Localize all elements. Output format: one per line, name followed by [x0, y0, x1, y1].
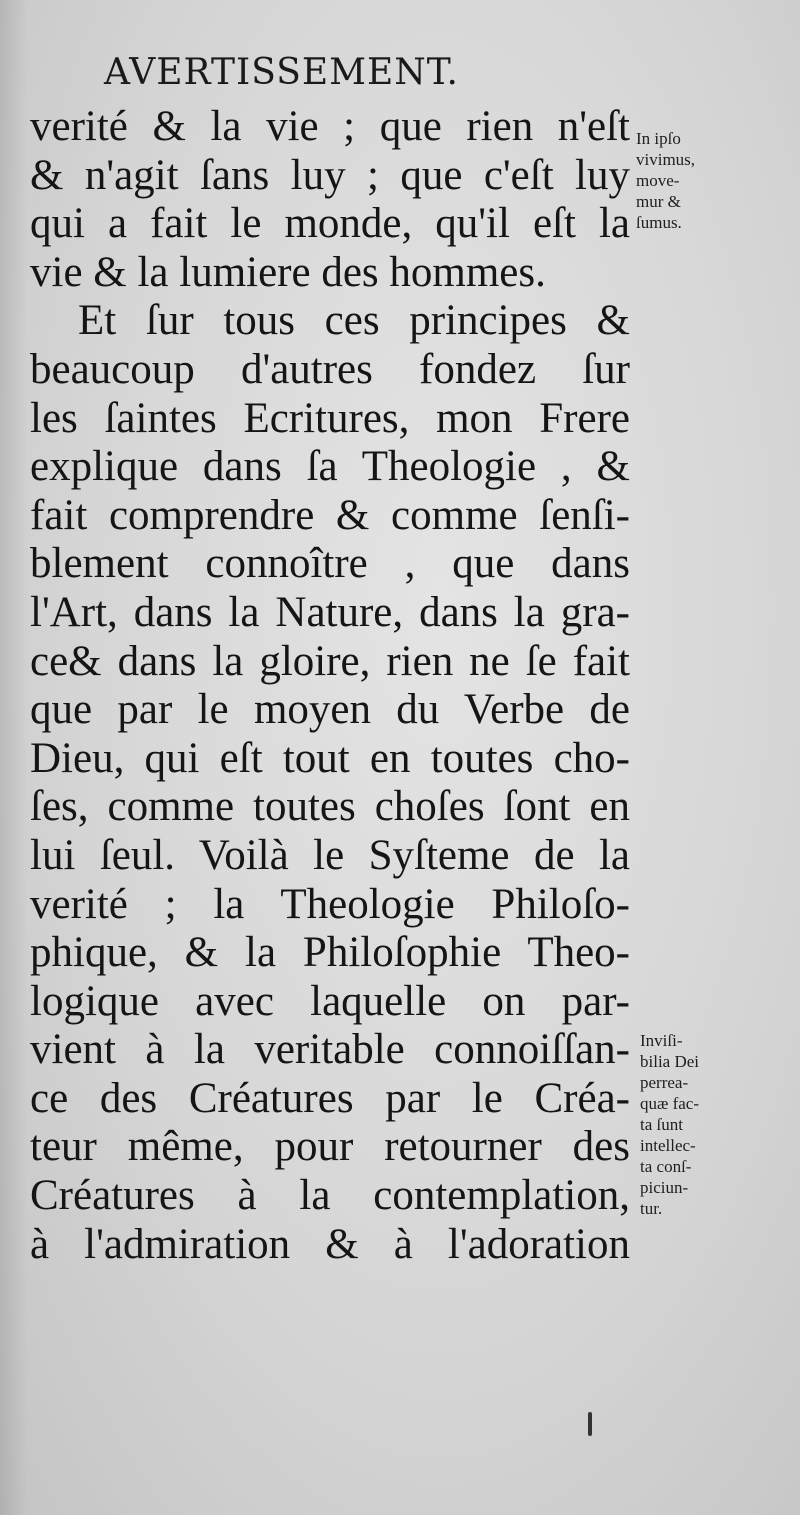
- ink-mark: [588, 1412, 592, 1436]
- text-line: vient à la veritable connoiſſan-: [30, 1026, 630, 1074]
- main-text-block: [30, 103, 630, 1269]
- text-line: & n'agit ſans luy ; que c'eſt luy: [30, 151, 630, 199]
- text-line: phique, & la Philoſophie Theo-: [30, 929, 630, 977]
- marginal-note-line: ſumus.: [636, 213, 682, 232]
- marginal-note-line: tur.: [640, 1199, 663, 1218]
- running-head: AVERTISSEMENT.: [104, 52, 459, 93]
- text-line: ce& dans la gloire, rien ne ſe fait: [30, 637, 630, 685]
- marginal-note-line: mur &: [636, 192, 681, 211]
- text-line: vie & la lumiere des hommes.: [30, 248, 546, 296]
- text-line: verité ; la Theologie Philoſo-: [30, 880, 630, 928]
- text-line: que par le moyen du Verbe de: [30, 686, 630, 734]
- marginal-note-line: intellec-: [640, 1136, 696, 1155]
- marginal-note-line: vivimus,: [636, 150, 696, 169]
- marginal-note-line: ta conſ-: [640, 1157, 692, 1176]
- text-line: blement connoître , que dans: [30, 540, 630, 588]
- text-line: teur même, pour retourner des: [30, 1123, 630, 1171]
- text-line: fait comprendre & comme ſenſi-: [30, 491, 630, 539]
- marginal-note-line: bilia Dei: [640, 1052, 700, 1071]
- text-line: explique dans ſa Theologie , &: [30, 443, 630, 491]
- text-line: beaucoup d'autres fondez ſur: [30, 345, 630, 393]
- text-line: verité & la vie ; que rien n'eſt: [30, 103, 630, 150]
- text-line: les ſaintes Ecritures, mon Frere: [30, 394, 630, 442]
- marginal-note-line: ta ſunt: [640, 1115, 683, 1134]
- text-line: ſes, comme toutes choſes ſont en: [30, 783, 630, 831]
- marginal-note-line: perrea-: [640, 1073, 689, 1092]
- marginal-note-line: move-: [636, 171, 680, 190]
- text-line: logique avec laquelle on par-: [30, 977, 630, 1025]
- marginal-note-line: quæ fac-: [640, 1094, 700, 1113]
- text-line: l'Art, dans la Nature, dans la gra-: [30, 588, 630, 636]
- text-line: ce des Créatures par le Créa-: [30, 1074, 630, 1122]
- text-line: à l'admiration & à l'adoration: [30, 1220, 630, 1268]
- text-line: qui a fait le monde, qu'il eſt la: [30, 200, 630, 248]
- text-line: lui ſeul. Voilà le Syſteme de la: [30, 831, 630, 879]
- marginal-note-1: [636, 128, 736, 233]
- paragraph-start-line: Et ſur tous ces principes &: [78, 297, 630, 345]
- marginal-note-2: [640, 1030, 740, 1219]
- page-edge-shadow: [0, 0, 28, 1515]
- marginal-note-line: In ipſo: [636, 129, 681, 148]
- text-line: Créatures à la contemplation,: [30, 1172, 630, 1220]
- text-line: Dieu, qui eſt tout en toutes cho-: [30, 734, 630, 782]
- marginal-note-line: Inviſi-: [640, 1031, 683, 1050]
- marginal-note-line: piciun-: [640, 1178, 689, 1197]
